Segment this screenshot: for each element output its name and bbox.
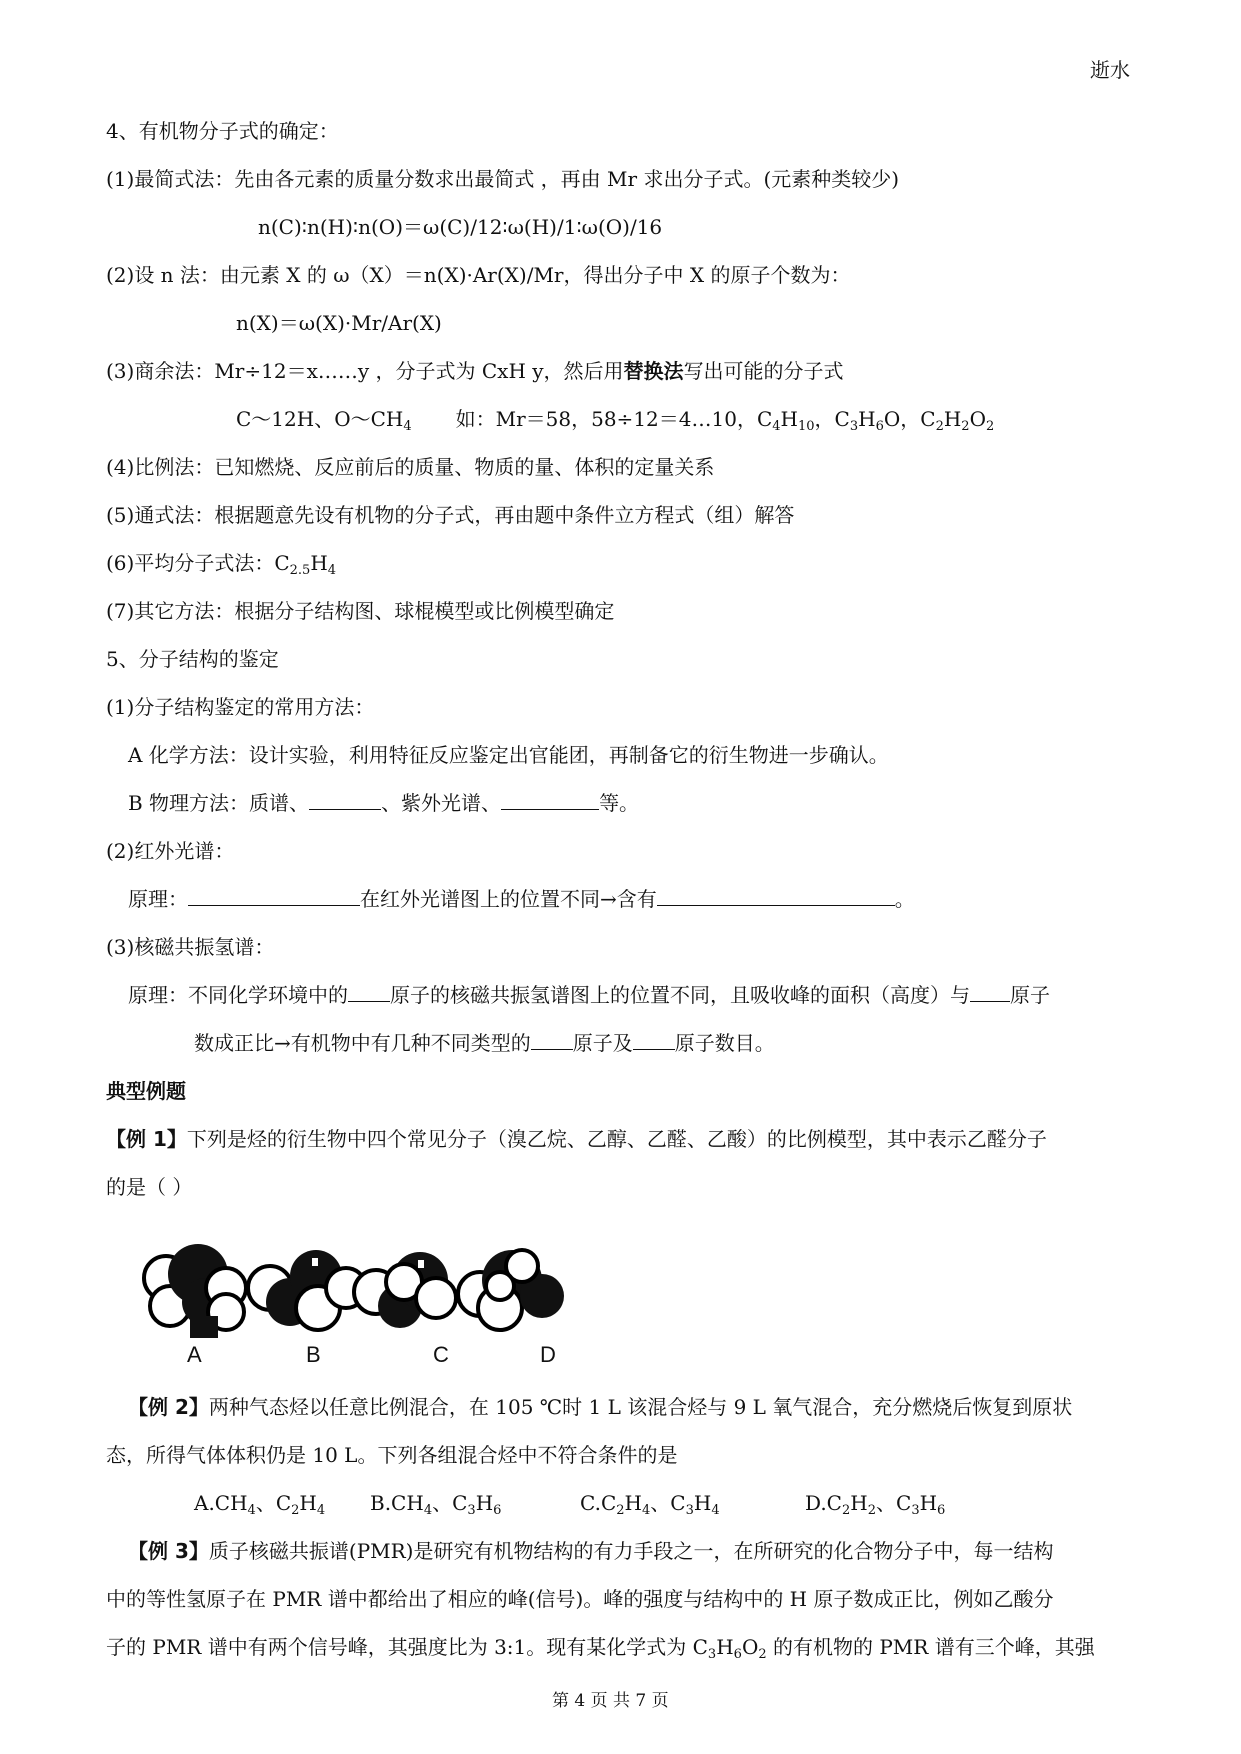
section-4-title: 4、有机物分子式的确定： (106, 119, 339, 143)
model-a (144, 1244, 246, 1338)
section-5-p1: (1)分子结构鉴定的常用方法： (106, 695, 375, 719)
model-label-b: B (306, 1342, 321, 1367)
method-3: (3)商余法：Mr÷12＝x……y ，分子式为 CxH y，然后用替换法写出可能的分子式 (106, 359, 844, 383)
method-7: (7)其它方法：根据分子结构图、球棍模型或比例模型确定 (106, 599, 615, 623)
blank (188, 885, 360, 906)
blank (531, 1029, 573, 1050)
example-3-tag: 【例 3】 (128, 1539, 209, 1563)
chemical-method: A 化学方法：设计实验，利用特征反应鉴定出官能团，再制备它的衍生物进一步确认。 (128, 743, 889, 767)
examples-heading: 典型例题 (106, 1079, 186, 1103)
model-b (248, 1250, 366, 1330)
method-3-example: C～12H、$O\sim CH_4$ 如：Mr＝58，58÷12＝4…10，$C_4H_{10}$，$C_3H_6O$，$C_2H_2O_2$ (236, 407, 995, 434)
example-2-option-c: $C.C_2H_4$、$C_3H_4$ (580, 1491, 720, 1518)
model-label-a: A (187, 1342, 202, 1367)
model-label-c: C (433, 1342, 449, 1367)
space-filling-models-image (140, 1236, 610, 1341)
infrared-principle: 原理： 在红外光谱图上的位置不同→含有 。 (128, 887, 915, 911)
example-2-option-b: $B.CH_4$、$C_3H_6$ (370, 1491, 502, 1518)
page-footer: 第 4 页 共 7 页 (552, 1691, 669, 1711)
method-1-formula: n(C)∶n(H)∶n(O)＝ω(C)/12∶ω(H)/1∶ω(O)/16 (258, 215, 663, 239)
header-author: 逝水 (1090, 58, 1130, 82)
example-2: 【例 2】两种气态烃以任意比例混合，在 105 ℃时 1 L 该混合烃与 9 L 氧气混合，充分燃烧后恢复到原状 (128, 1395, 1073, 1419)
method-5: (5)通式法：根据题意先设有机物的分子式，再由题中条件立方程式（组）解答 (106, 503, 795, 527)
blank (657, 885, 895, 906)
example-1: 【例 1】下列是烃的衍生物中四个常见分子（溴乙烷、乙醇、乙醛、乙酸）的比例模型，其中表示乙醛分子 (106, 1127, 1047, 1151)
example-3-line-3: 子的 PMR 谱中有两个信号峰，其强度比为 3:1。现有某化学式为 $C_3H_6O_2$ 的有机物的 PMR 谱有三个峰，其强 (106, 1635, 1095, 1662)
example-3: 【例 3】质子核磁共振谱(PMR)是研究有机物结构的有力手段之一，在所研究的化合物分子中，每一结构 (128, 1539, 1054, 1563)
example-2-tag: 【例 2】 (128, 1395, 209, 1419)
method-2: (2)设 n 法：由元素 X 的 ω（X）＝n(X)·Ar(X)/Mr，得出分子中 X 的原子个数为： (106, 263, 851, 287)
method-2-formula: n(X)＝ω(X)·Mr/Ar(X) (236, 311, 442, 335)
model-d (458, 1250, 564, 1330)
nmr-principle: 原理：不同化学环境中的 原子的核磁共振氢谱图上的位置不同，且吸收峰的面积（高度）与 原子 (128, 983, 1050, 1007)
example-1-cont: 的是（ ） (106, 1175, 193, 1199)
method-4: (4)比例法：已知燃烧、反应前后的质量、物质的量、体积的定量关系 (106, 455, 715, 479)
example-3-line-2: 中的等性氢原子在 PMR 谱中都给出了相应的峰(信号)。峰的强度与结构中的 H 原子数成正比，例如乙酸分 (106, 1587, 1054, 1611)
nmr-title: (3)核磁共振氢谱： (106, 935, 275, 959)
infrared-title: (2)红外光谱： (106, 839, 235, 863)
blank (633, 1029, 675, 1050)
method-1: (1)最简式法：先由各元素的质量分数求出最简式 ，再由 Mr 求出分子式。(元素种类较少) (106, 167, 900, 191)
blank (348, 981, 390, 1002)
section-5-title: 5、分子结构的鉴定 (106, 647, 279, 671)
example-2-option-a: $A.CH_4$、$C_2H_4$ (194, 1491, 326, 1518)
blank (501, 789, 599, 810)
blank (309, 789, 381, 810)
blank (970, 981, 1010, 1002)
example-1-tag: 【例 1】 (106, 1127, 187, 1151)
method-6: (6)平均分子式法：$C_{2.5}H_4$ (106, 551, 337, 578)
model-label-d: D (540, 1342, 556, 1367)
example-2-cont: 态，所得气体体积仍是 10 L。下列各组混合烃中不符合条件的是 (106, 1443, 678, 1467)
example-2-option-d: $D.C_2H_2$、$C_3H_6$ (805, 1491, 946, 1518)
nmr-principle-cont: 数成正比→有机物中有几种不同类型的 原子及 原子数目。 (194, 1031, 775, 1055)
physical-method: B 物理方法：质谱、 、紫外光谱、 等。 (128, 791, 640, 815)
bold-term: 替换法 (623, 359, 684, 383)
model-c (354, 1252, 456, 1328)
